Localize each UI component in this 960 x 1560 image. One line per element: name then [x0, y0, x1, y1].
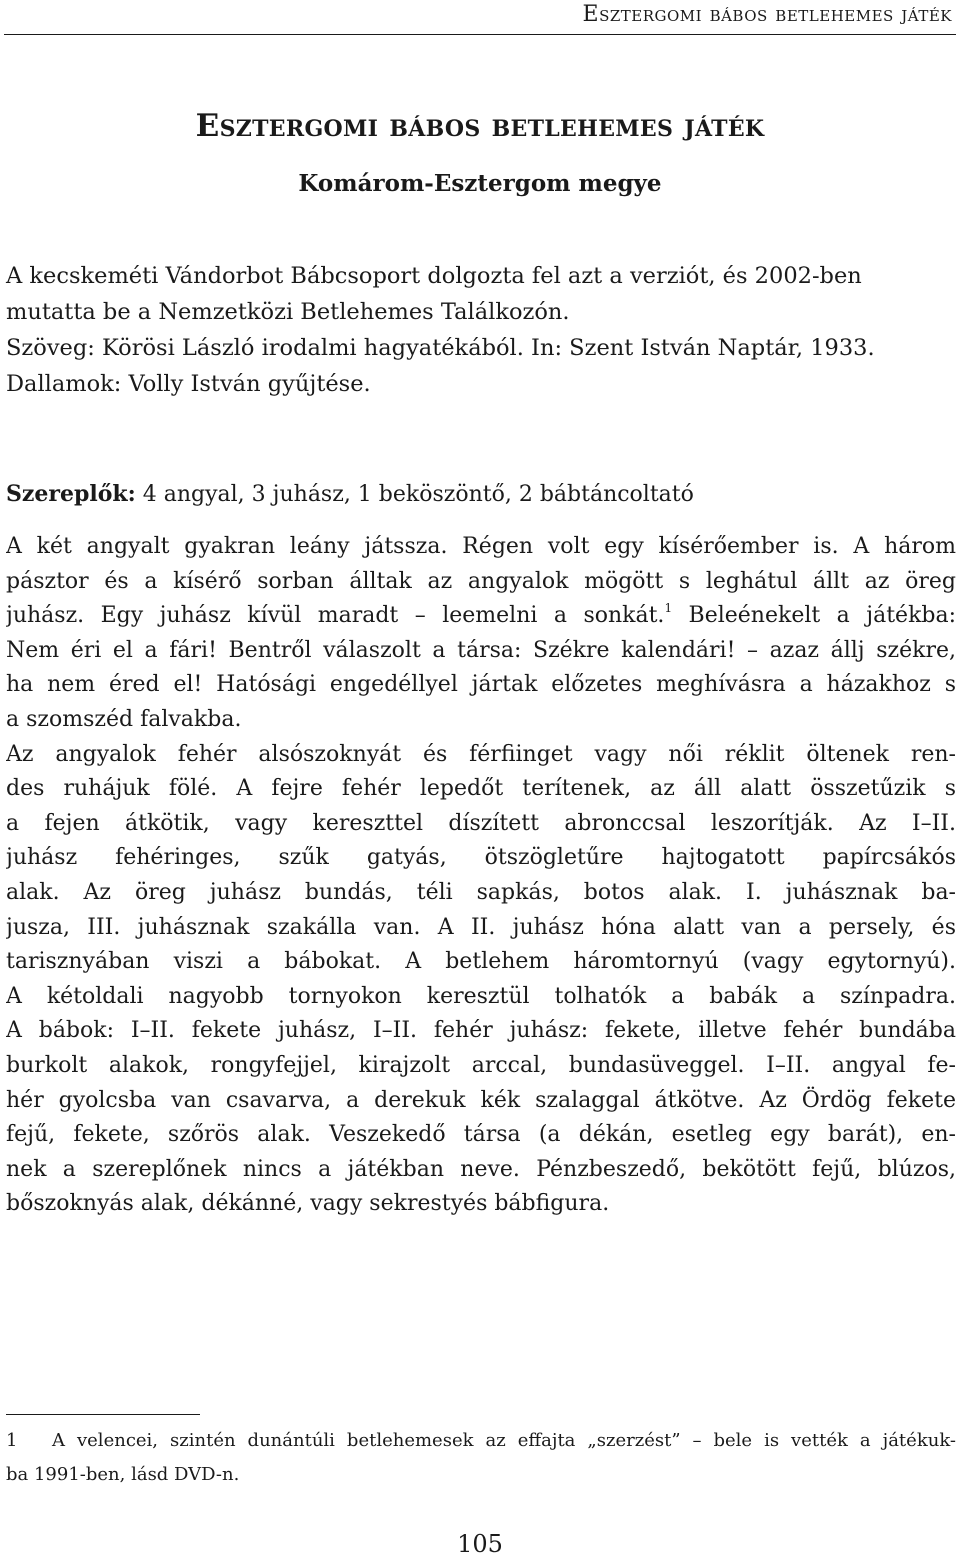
body-line: nek a szereplőnek nincs a játékban neve. Pénzbeszedő, bekötött fejű, blúzos,: [6, 1156, 956, 1182]
body-line: Nem éri el a fári! Bentről válaszolt a társa: Székre kalendári! – azaz állj székre,: [6, 637, 956, 663]
body-line: juhász fehéringes, szűk gatyás, ötszögletűre hajtogatott papírcsákós: [6, 845, 956, 871]
body-line-text-tail: Beleénekelt a játékba:: [672, 603, 956, 629]
body-line: hér gyolcsba van csavarva, a derekuk kék szalaggal átkötve. Az Ördög fekete: [6, 1087, 956, 1113]
intro-line: Dallamok: Volly István gyűjtése.: [6, 371, 371, 397]
body-line-with-footnote: [6, 599, 956, 634]
intro-block: [6, 258, 956, 402]
body-line: jusza, III. juhásznak szakálla van. A II. juhász hóna alatt van a persely, és: [6, 914, 956, 940]
header-rule: [4, 34, 956, 35]
body-line: ha nem éred el! Hatósági engedéllyel jártak előzetes meghívásra a házakhoz s: [6, 672, 956, 698]
body-line: fejű, fekete, szőrös alak. Veszekedő társa (a dékán, esetleg egy barát), en-: [6, 1122, 956, 1148]
page-number: 105: [457, 1530, 503, 1558]
intro-line: A kecskeméti Vándorbot Bábcsoport dolgozta fel azt a verziót, és 2002-ben: [6, 263, 862, 289]
body-line: A két angyalt gyakran leány játssza. Régen volt egy kísérőember is. A három: [6, 534, 956, 559]
running-head: Esztergomi bábos betlehemes játék: [582, 2, 952, 27]
body-line: A bábok: I–II. fekete juhász, I–II. fehér juhász: fekete, illetve fehér bundába: [6, 1018, 956, 1044]
intro-line: mutatta be a Nemzetközi Betlehemes Találkozón.: [6, 299, 570, 325]
body-line: burkolt alakok, rongyfejjel, kirajzolt arccal, bundasüveggel. I–II. angyal fe-: [6, 1052, 956, 1078]
footnote-line: ba 1991-ben, lásd DVD-n.: [6, 1464, 240, 1485]
body-line: bőszoknyás alak, dékánné, vagy sekrestyés bábfigura.: [6, 1191, 610, 1217]
footnote-text: A velencei, szintén dunántúli betlehemesek az effajta „szerzést” – bele is vették a játékuk-: [52, 1430, 956, 1451]
footnote-rule: [6, 1414, 200, 1415]
body-line: a fejen átkötik, vagy kereszttel díszített abronccsal leszorítják. Az I–II.: [6, 810, 956, 836]
body-line: pásztor és a kísérő sorban álltak az angyalok mögött s leghátul állt az öreg: [6, 568, 956, 594]
body-line: alak. Az öreg juhász bundás, téli sapkás, botos alak. I. juhásznak ba-: [6, 879, 956, 905]
cast-text: 4 angyal, 3 juhász, 1 beköszöntő, 2 bábtáncoltató: [135, 482, 694, 507]
body-line: Az angyalok fehér alsószoknyát és férfiinget vagy női réklit öltenek ren-: [6, 741, 956, 767]
body-line-text: juhász. Egy juhász kívül maradt – leemelni a sonkát.: [6, 603, 665, 629]
body-line: A kétoldali nagyobb tornyokon keresztül tolhatók a babák a színpadra.: [6, 983, 956, 1009]
chapter-subtitle: Komárom-Esztergom megye: [298, 170, 662, 197]
footnote-reference[interactable]: 1: [664, 601, 673, 616]
intro-line: Szöveg: Körösi László irodalmi hagyatékából. In: Szent István Naptár, 1933.: [6, 335, 875, 361]
body-line: tarisznyában viszi a bábokat. A betlehem háromtornyú (vagy egytornyú).: [6, 949, 956, 975]
footnote-number: 1: [6, 1430, 18, 1451]
body-line: a szomszéd falvakba.: [6, 706, 242, 732]
body-text: [6, 530, 956, 1222]
footnote-line: [6, 1424, 956, 1458]
body-line: des ruhájuk fölé. A fejre fehér lepedőt terítenek, az áll alatt összetűzik s: [6, 776, 956, 802]
footnote: [6, 1424, 956, 1492]
cast-line: [6, 476, 956, 513]
chapter-title: Esztergomi bábos betlehemes játék: [195, 108, 765, 144]
cast-label: Szereplők:: [6, 481, 136, 507]
